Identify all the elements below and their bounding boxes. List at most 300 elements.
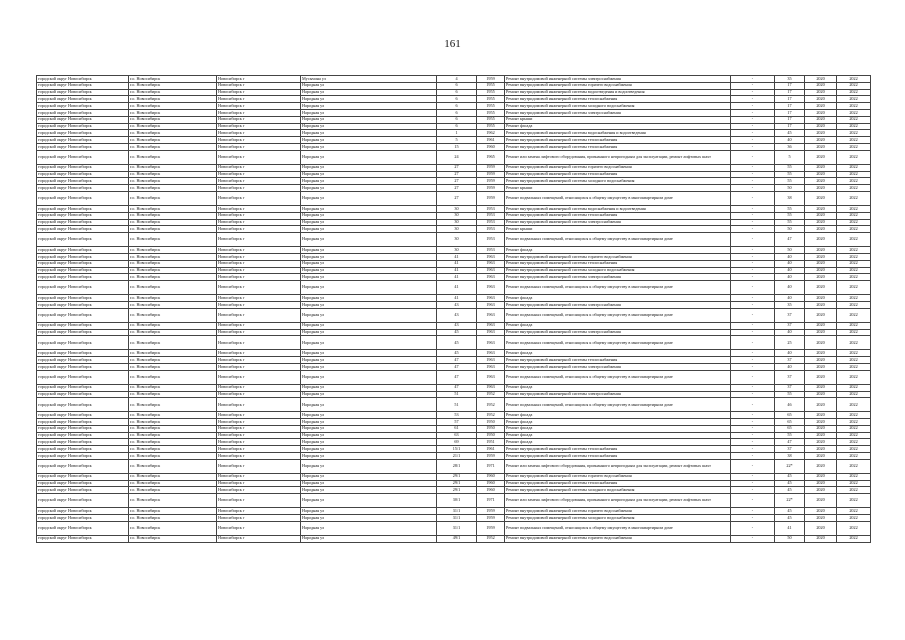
cell-year-built: 1953	[477, 205, 505, 212]
cell-cost: -	[731, 487, 775, 494]
cell-end-year: 2022	[837, 336, 871, 350]
cell-municipality: городской округ Новосибирск	[37, 363, 129, 370]
cell-house-number: 45	[437, 350, 477, 357]
cell-municipality: городской округ Новосибирск	[37, 301, 129, 308]
cell-district: г.о. Новосибирск	[129, 226, 217, 233]
cell-district: г.о. Новосибирск	[129, 521, 217, 535]
cell-year-built: 1950	[477, 419, 505, 426]
cell-start-year: 2020	[805, 473, 837, 480]
table-row	[37, 384, 871, 391]
cell-year-built: 1950	[477, 432, 505, 439]
cell-house-number: 27	[437, 185, 477, 192]
cell-cost: -	[731, 412, 775, 419]
cell-volume: 55	[775, 171, 805, 178]
cell-street: Народная ул	[301, 178, 437, 185]
table-row	[37, 260, 871, 267]
cell-start-year: 2020	[805, 391, 837, 398]
cell-district: г.о. Новосибирск	[129, 260, 217, 267]
cell-city: Новосибирск г	[217, 363, 301, 370]
cell-work-type: Ремонт внутридомовой инженерной системы горячего водоснабжения	[505, 535, 731, 542]
cell-cost: -	[731, 103, 775, 110]
cell-end-year: 2022	[837, 432, 871, 439]
table-row	[37, 150, 871, 164]
cell-cost: -	[731, 494, 775, 508]
cell-work-type: Ремонт внутридомовой инженерной системы теплоснабжения	[505, 357, 731, 364]
cell-cost: -	[731, 260, 775, 267]
cell-municipality: городской округ Новосибирск	[37, 459, 129, 473]
cell-cost: -	[731, 219, 775, 226]
cell-start-year: 2020	[805, 130, 837, 137]
cell-volume: 36	[775, 143, 805, 150]
cell-end-year: 2022	[837, 76, 871, 83]
cell-volume: 45	[775, 130, 805, 137]
table-row	[37, 398, 871, 412]
cell-street: Народная ул	[301, 363, 437, 370]
cell-end-year: 2022	[837, 205, 871, 212]
cell-work-type: Ремонт фасада	[505, 295, 731, 302]
cell-district: г.о. Новосибирск	[129, 473, 217, 480]
table-row	[37, 391, 871, 398]
cell-work-type: Ремонт фасада	[505, 432, 731, 439]
cell-volume: 37	[775, 446, 805, 453]
cell-volume: 37	[775, 322, 805, 329]
cell-city: Новосибирск г	[217, 439, 301, 446]
cell-district: г.о. Новосибирск	[129, 76, 217, 83]
cell-work-type: Ремонт внутридомовой инженерной системы электроснабжения	[505, 219, 731, 226]
cell-street: Народная ул	[301, 295, 437, 302]
cell-municipality: городской округ Новосибирск	[37, 446, 129, 453]
cell-district: г.о. Новосибирск	[129, 308, 217, 322]
cell-cost: -	[731, 357, 775, 364]
cell-house-number: 30	[437, 212, 477, 219]
cell-street: Народная ул	[301, 96, 437, 103]
cell-work-type: Ремонт внутридомовой инженерной системы электроснабжения	[505, 76, 731, 83]
cell-street: Народная ул	[301, 412, 437, 419]
cell-year-built: 1955	[477, 103, 505, 110]
cell-work-type: Ремонт внутридомовой инженерной системы электроснабжения	[505, 391, 731, 398]
cell-volume: 17	[775, 109, 805, 116]
cell-municipality: городской округ Новосибирск	[37, 295, 129, 302]
table-row	[37, 480, 871, 487]
table-row	[37, 274, 871, 281]
cell-volume: 38	[775, 453, 805, 460]
cell-work-type: Ремонт или замена лифтового оборудования, признанного непригодным для эксплуатации, ремонт лифтовых шахт	[505, 494, 731, 508]
cell-year-built: 1955	[477, 109, 505, 116]
cell-volume: 40	[775, 137, 805, 144]
table-row	[37, 171, 871, 178]
cell-start-year: 2020	[805, 205, 837, 212]
cell-street: Народная ул	[301, 205, 437, 212]
cell-city: Новосибирск г	[217, 535, 301, 542]
cell-cost: -	[731, 253, 775, 260]
cell-cost: -	[731, 322, 775, 329]
cell-start-year: 2020	[805, 226, 837, 233]
cell-cost: -	[731, 515, 775, 522]
cell-district: г.о. Новосибирск	[129, 130, 217, 137]
cell-city: Новосибирск г	[217, 412, 301, 419]
cell-end-year: 2022	[837, 453, 871, 460]
cell-cost: -	[731, 123, 775, 130]
cell-year-built: 1953	[477, 212, 505, 219]
cell-city: Новосибирск г	[217, 432, 301, 439]
cell-end-year: 2022	[837, 89, 871, 96]
cell-start-year: 2020	[805, 350, 837, 357]
cell-district: г.о. Новосибирск	[129, 247, 217, 254]
cell-street: Народная ул	[301, 171, 437, 178]
cell-cost: -	[731, 171, 775, 178]
cell-municipality: городской округ Новосибирск	[37, 191, 129, 205]
cell-work-type: Ремонт внутридомовой инженерной системы электроснабжения	[505, 109, 731, 116]
cell-start-year: 2020	[805, 164, 837, 171]
cell-district: г.о. Новосибирск	[129, 425, 217, 432]
cell-house-number: 29/1	[437, 480, 477, 487]
cell-house-number: 15/1	[437, 446, 477, 453]
cell-district: г.о. Новосибирск	[129, 253, 217, 260]
cell-house-number: 41	[437, 295, 477, 302]
table-row	[37, 425, 871, 432]
cell-start-year: 2020	[805, 89, 837, 96]
cell-volume: 17	[775, 96, 805, 103]
cell-volume: 45	[775, 508, 805, 515]
table-row	[37, 412, 871, 419]
cell-house-number: 6	[437, 82, 477, 89]
table-row	[37, 439, 871, 446]
cell-municipality: городской округ Новосибирск	[37, 336, 129, 350]
cell-municipality: городской округ Новосибирск	[37, 308, 129, 322]
cell-work-type: Ремонт внутридомовой инженерной системы холодного водоснабжения	[505, 267, 731, 274]
cell-street: Народная ул	[301, 494, 437, 508]
cell-start-year: 2020	[805, 439, 837, 446]
cell-work-type: Ремонт внутридомовой инженерной системы теплоснабжения	[505, 446, 731, 453]
cell-end-year: 2022	[837, 260, 871, 267]
cell-volume: 40	[775, 260, 805, 267]
cell-cost: -	[731, 480, 775, 487]
cell-volume: 22*	[775, 459, 805, 473]
cell-year-built: 1963	[477, 267, 505, 274]
cell-district: г.о. Новосибирск	[129, 205, 217, 212]
cell-year-built: 1960	[477, 480, 505, 487]
cell-start-year: 2020	[805, 494, 837, 508]
cell-city: Новосибирск г	[217, 116, 301, 123]
cell-start-year: 2020	[805, 329, 837, 336]
cell-work-type: Ремонт внутридомовой инженерной системы теплоснабжения	[505, 480, 731, 487]
cell-work-type: Ремонт или замена лифтового оборудования, признанного непригодным для эксплуатации, ремонт лифтовых шахт	[505, 150, 731, 164]
cell-work-type: Ремонт подвальных помещений, относящихся к общему имуществу в многоквартирном доме	[505, 521, 731, 535]
table-row	[37, 295, 871, 302]
cell-end-year: 2022	[837, 446, 871, 453]
cell-district: г.о. Новосибирск	[129, 219, 217, 226]
cell-start-year: 2020	[805, 76, 837, 83]
cell-end-year: 2022	[837, 322, 871, 329]
cell-year-built: 1955	[477, 89, 505, 96]
cell-work-type: Ремонт внутридомовой инженерной системы электроснабжения	[505, 363, 731, 370]
cell-city: Новосибирск г	[217, 480, 301, 487]
cell-district: г.о. Новосибирск	[129, 391, 217, 398]
table-row	[37, 205, 871, 212]
cell-house-number: 63	[437, 432, 477, 439]
cell-city: Новосибирск г	[217, 103, 301, 110]
cell-municipality: городской округ Новосибирск	[37, 82, 129, 89]
cell-work-type: Ремонт фасада	[505, 412, 731, 419]
cell-end-year: 2022	[837, 425, 871, 432]
cell-end-year: 2022	[837, 363, 871, 370]
cell-start-year: 2020	[805, 253, 837, 260]
cell-municipality: городской округ Новосибирск	[37, 487, 129, 494]
cell-end-year: 2022	[837, 137, 871, 144]
cell-municipality: городской округ Новосибирск	[37, 178, 129, 185]
cell-end-year: 2022	[837, 329, 871, 336]
cell-volume: 50	[775, 185, 805, 192]
cell-end-year: 2022	[837, 508, 871, 515]
cell-volume: 5	[775, 150, 805, 164]
cell-work-type: Ремонт крыши	[505, 116, 731, 123]
table-row	[37, 308, 871, 322]
cell-street: Мусычина ул	[301, 76, 437, 83]
cell-district: г.о. Новосибирск	[129, 103, 217, 110]
cell-volume: 35	[775, 301, 805, 308]
cell-house-number: 6	[437, 96, 477, 103]
cell-end-year: 2022	[837, 535, 871, 542]
cell-volume: 17	[775, 116, 805, 123]
cell-year-built: 1960	[477, 473, 505, 480]
cell-end-year: 2022	[837, 459, 871, 473]
cell-work-type: Ремонт внутридомовой инженерной системы электроснабжения	[505, 301, 731, 308]
cell-district: г.о. Новосибирск	[129, 178, 217, 185]
cell-year-built: 1963	[477, 260, 505, 267]
table-row	[37, 116, 871, 123]
cell-end-year: 2022	[837, 274, 871, 281]
cell-volume: 47	[775, 439, 805, 446]
cell-house-number: 45	[437, 336, 477, 350]
cell-house-number: 51	[437, 398, 477, 412]
cell-volume: 45	[775, 487, 805, 494]
cell-house-number: 47	[437, 370, 477, 384]
cell-house-number: 31/1	[437, 515, 477, 522]
cell-year-built: 1971	[477, 494, 505, 508]
table-row	[37, 329, 871, 336]
cell-municipality: городской округ Новосибирск	[37, 425, 129, 432]
cell-district: г.о. Новосибирск	[129, 535, 217, 542]
cell-municipality: городской округ Новосибирск	[37, 412, 129, 419]
table-row	[37, 109, 871, 116]
cell-street: Народная ул	[301, 260, 437, 267]
cell-district: г.о. Новосибирск	[129, 185, 217, 192]
cell-year-built: 1961	[477, 446, 505, 453]
cell-city: Новосибирск г	[217, 453, 301, 460]
cell-volume: 40	[775, 329, 805, 336]
cell-municipality: городской округ Новосибирск	[37, 398, 129, 412]
cell-year-built: 1953	[477, 219, 505, 226]
cell-year-built: 1960	[477, 143, 505, 150]
cell-street: Народная ул	[301, 150, 437, 164]
cell-volume: 38	[775, 191, 805, 205]
cell-year-built: 1963	[477, 301, 505, 308]
cell-year-built: 1963	[477, 350, 505, 357]
cell-city: Новосибирск г	[217, 391, 301, 398]
cell-volume: 45	[775, 480, 805, 487]
cell-cost: -	[731, 116, 775, 123]
cell-volume: 55	[775, 205, 805, 212]
cell-district: г.о. Новосибирск	[129, 515, 217, 522]
cell-end-year: 2022	[837, 487, 871, 494]
cell-start-year: 2020	[805, 459, 837, 473]
cell-start-year: 2020	[805, 363, 837, 370]
cell-year-built: 1953	[477, 233, 505, 247]
cell-street: Народная ул	[301, 419, 437, 426]
cell-work-type: Ремонт внутридомовой инженерной системы теплоснабжения	[505, 143, 731, 150]
cell-house-number: 24	[437, 150, 477, 164]
cell-cost: -	[731, 233, 775, 247]
cell-cost: -	[731, 425, 775, 432]
cell-city: Новосибирск г	[217, 226, 301, 233]
cell-city: Новосибирск г	[217, 295, 301, 302]
cell-city: Новосибирск г	[217, 473, 301, 480]
cell-start-year: 2020	[805, 143, 837, 150]
cell-start-year: 2020	[805, 185, 837, 192]
cell-year-built: 1950	[477, 425, 505, 432]
cell-municipality: городской округ Новосибирск	[37, 535, 129, 542]
cell-street: Народная ул	[301, 247, 437, 254]
cell-city: Новосибирск г	[217, 150, 301, 164]
cell-municipality: городской округ Новосибирск	[37, 515, 129, 522]
cell-year-built: 1963	[477, 370, 505, 384]
cell-end-year: 2022	[837, 515, 871, 522]
cell-street: Народная ул	[301, 116, 437, 123]
cell-work-type: Ремонт фасада	[505, 350, 731, 357]
cell-street: Народная ул	[301, 301, 437, 308]
cell-end-year: 2022	[837, 233, 871, 247]
table-row	[37, 89, 871, 96]
cell-district: г.о. Новосибирск	[129, 357, 217, 364]
cell-district: г.о. Новосибирск	[129, 295, 217, 302]
cell-start-year: 2020	[805, 82, 837, 89]
cell-city: Новосибирск г	[217, 459, 301, 473]
cell-house-number: 30	[437, 247, 477, 254]
cell-city: Новосибирск г	[217, 82, 301, 89]
cell-cost: -	[731, 76, 775, 83]
cell-city: Новосибирск г	[217, 281, 301, 295]
cell-work-type: Ремонт внутридомовой инженерной системы горячего водоснабжения	[505, 253, 731, 260]
table-row	[37, 219, 871, 226]
cell-volume: 55	[775, 432, 805, 439]
cell-year-built: 1963	[477, 308, 505, 322]
cell-city: Новосибирск г	[217, 494, 301, 508]
cell-municipality: городской округ Новосибирск	[37, 150, 129, 164]
cell-street: Народная ул	[301, 212, 437, 219]
cell-end-year: 2022	[837, 384, 871, 391]
cell-street: Народная ул	[301, 391, 437, 398]
table-row	[37, 363, 871, 370]
cell-district: г.о. Новосибирск	[129, 143, 217, 150]
cell-district: г.о. Новосибирск	[129, 109, 217, 116]
cell-volume: 40	[775, 350, 805, 357]
cell-city: Новосибирск г	[217, 89, 301, 96]
cell-year-built: 1963	[477, 329, 505, 336]
cell-year-built: 1959	[477, 508, 505, 515]
cell-municipality: городской округ Новосибирск	[37, 439, 129, 446]
cell-start-year: 2020	[805, 322, 837, 329]
cell-volume: 17	[775, 82, 805, 89]
table-row	[37, 103, 871, 110]
cell-work-type: Ремонт внутридомовой инженерной системы водоснабжения и водоотведения	[505, 130, 731, 137]
cell-year-built: 1959	[477, 171, 505, 178]
cell-district: г.о. Новосибирск	[129, 150, 217, 164]
cell-start-year: 2020	[805, 103, 837, 110]
cell-end-year: 2022	[837, 171, 871, 178]
cell-cost: -	[731, 459, 775, 473]
cell-cost: -	[731, 535, 775, 542]
cell-municipality: городской округ Новосибирск	[37, 329, 129, 336]
cell-street: Народная ул	[301, 336, 437, 350]
cell-house-number: 57	[437, 419, 477, 426]
cell-year-built: 1955	[477, 123, 505, 130]
cell-start-year: 2020	[805, 412, 837, 419]
cell-year-built: 1955	[477, 82, 505, 89]
cell-volume: 55	[775, 178, 805, 185]
cell-district: г.о. Новосибирск	[129, 116, 217, 123]
cell-district: г.о. Новосибирск	[129, 301, 217, 308]
cell-city: Новосибирск г	[217, 425, 301, 432]
cell-end-year: 2022	[837, 357, 871, 364]
table-row	[37, 76, 871, 83]
cell-district: г.о. Новосибирск	[129, 398, 217, 412]
cell-year-built: 1961	[477, 137, 505, 144]
cell-start-year: 2020	[805, 109, 837, 116]
table-row	[37, 253, 871, 260]
cell-municipality: городской округ Новосибирск	[37, 76, 129, 83]
cell-year-built: 1963	[477, 357, 505, 364]
cell-house-number: 31/1	[437, 521, 477, 535]
table-row	[37, 233, 871, 247]
cell-city: Новосибирск г	[217, 487, 301, 494]
cell-cost: -	[731, 191, 775, 205]
cell-street: Народная ул	[301, 233, 437, 247]
cell-house-number: 30	[437, 205, 477, 212]
cell-end-year: 2022	[837, 103, 871, 110]
cell-house-number: 6	[437, 103, 477, 110]
cell-cost: -	[731, 473, 775, 480]
cell-start-year: 2020	[805, 336, 837, 350]
cell-work-type: Ремонт внутридомовой инженерной системы холодного водоснабжения	[505, 487, 731, 494]
cell-house-number: 41	[437, 253, 477, 260]
cell-year-built: 1963	[477, 336, 505, 350]
cell-street: Народная ул	[301, 329, 437, 336]
cell-volume: 40	[775, 274, 805, 281]
cell-work-type: Ремонт крыши	[505, 185, 731, 192]
cell-end-year: 2022	[837, 308, 871, 322]
cell-municipality: городской округ Новосибирск	[37, 130, 129, 137]
cell-start-year: 2020	[805, 521, 837, 535]
cell-start-year: 2020	[805, 301, 837, 308]
cell-street: Народная ул	[301, 515, 437, 522]
cell-district: г.о. Новосибирск	[129, 322, 217, 329]
cell-house-number: 27	[437, 171, 477, 178]
cell-cost: -	[731, 247, 775, 254]
cell-volume: 45	[775, 473, 805, 480]
cell-end-year: 2022	[837, 191, 871, 205]
cell-work-type: Ремонт фасада	[505, 123, 731, 130]
table-row	[37, 487, 871, 494]
cell-end-year: 2022	[837, 391, 871, 398]
cell-municipality: городской округ Новосибирск	[37, 89, 129, 96]
cell-house-number: 41	[437, 274, 477, 281]
table-row	[37, 143, 871, 150]
cell-end-year: 2022	[837, 419, 871, 426]
cell-house-number: 27	[437, 164, 477, 171]
cell-house-number: 29/1	[437, 487, 477, 494]
cell-city: Новосибирск г	[217, 143, 301, 150]
cell-house-number: 43	[437, 301, 477, 308]
